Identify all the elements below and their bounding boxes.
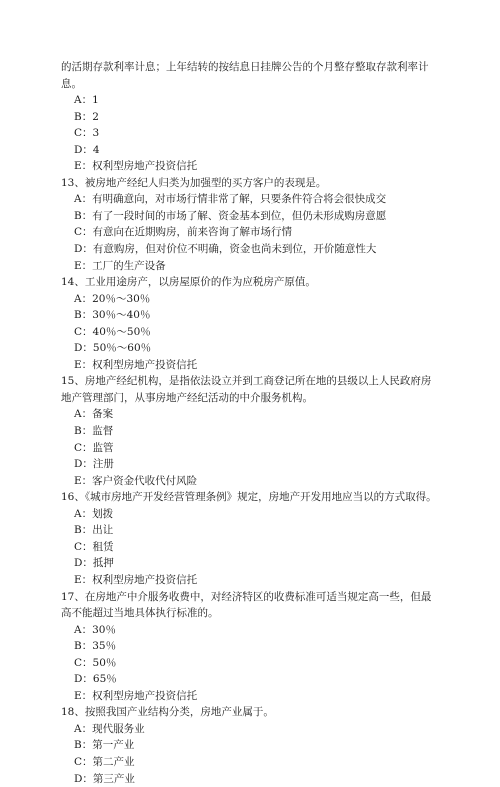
option-line: D：第三产业 xyxy=(74,772,135,785)
document-body xyxy=(61,59,446,787)
option-line: B：监督 xyxy=(74,425,114,438)
option-line: B：2 xyxy=(74,110,99,123)
question-line: 13、被房地产经纪人归类为加强型的买方客户的表现是。 xyxy=(61,176,327,189)
option-line: D：抵押 xyxy=(74,557,114,570)
option-line: D：50％～60％ xyxy=(74,342,152,355)
option-line: A：30％ xyxy=(74,623,116,636)
option-line: C：第二产业 xyxy=(74,755,135,768)
option-line: B：第一产业 xyxy=(74,739,135,752)
option-line: E：工厂的生产设备 xyxy=(74,259,166,272)
option-line: D：注册 xyxy=(74,458,114,471)
option-line: A：划拨 xyxy=(74,507,114,520)
option-line: A：备案 xyxy=(74,408,114,421)
option-line: E：权利型房地产投资信托 xyxy=(74,573,198,586)
option-line: C：租赁 xyxy=(74,540,114,553)
option-line: C：监管 xyxy=(74,441,114,454)
question-line: 14、工业用途房产，以房屋原价的作为应税房产原值。 xyxy=(61,276,316,289)
option-line: A：现代服务业 xyxy=(74,722,145,735)
text-line: 高不能超过当地具体执行标准的。 xyxy=(61,607,219,620)
option-line: B：35％ xyxy=(74,640,117,653)
option-line: A：有明确意向，对市场行情非常了解，只要条件符合将会很快成交 xyxy=(74,193,387,206)
option-line: C：50％ xyxy=(74,656,117,669)
option-line: C：3 xyxy=(74,127,100,140)
question-line: 17、在房地产中介服务收费中，对经济特区的收费标准可适当规定高一些，但最 xyxy=(61,590,432,603)
option-line: E：权利型房地产投资信托 xyxy=(74,358,198,371)
option-line: B：30％～40％ xyxy=(74,309,151,322)
text-line: 的活期存款利率计息；上年结转的按结息日挂牌公告的个月整存整取存款利率计 xyxy=(61,61,429,73)
option-line: D：有意购房，但对价位不明确，资金也尚未到位，开价随意性大 xyxy=(74,243,377,256)
option-line: E：权利型房地产投资信托 xyxy=(74,160,198,173)
option-line: B：出让 xyxy=(74,524,114,537)
question-line: 18、按照我国产业结构分类，房地产业属于。 xyxy=(61,706,274,719)
option-line: A：1 xyxy=(74,94,99,107)
text-line: 地产管理部门，从事房地产经纪活动的中介服务机构。 xyxy=(61,391,313,404)
text-line: 息。 xyxy=(61,77,82,90)
option-line: B：有了一段时间的市场了解、资金基本到位，但仍未形成购房意愿 xyxy=(74,209,387,222)
option-line: A：20％～30％ xyxy=(74,292,151,305)
option-line: D：65％ xyxy=(74,673,117,686)
option-line: E：客户资金代收代付风险 xyxy=(74,474,198,487)
option-line: C：40％～50％ xyxy=(74,325,151,338)
option-line: E：权利型房地产投资信托 xyxy=(74,689,198,702)
option-line: C：有意向在近期购房，前来咨询了解市场行情 xyxy=(74,226,293,239)
question-line: 15、房地产经纪机构，是指依法设立并到工商登记所在地的县级以上人民政府房 xyxy=(61,375,432,388)
option-line: D：4 xyxy=(74,143,100,156)
question-line: 16、《城市房地产开发经营管理条例》规定，房地产开发用地应当以的方式取得。 xyxy=(61,491,437,504)
